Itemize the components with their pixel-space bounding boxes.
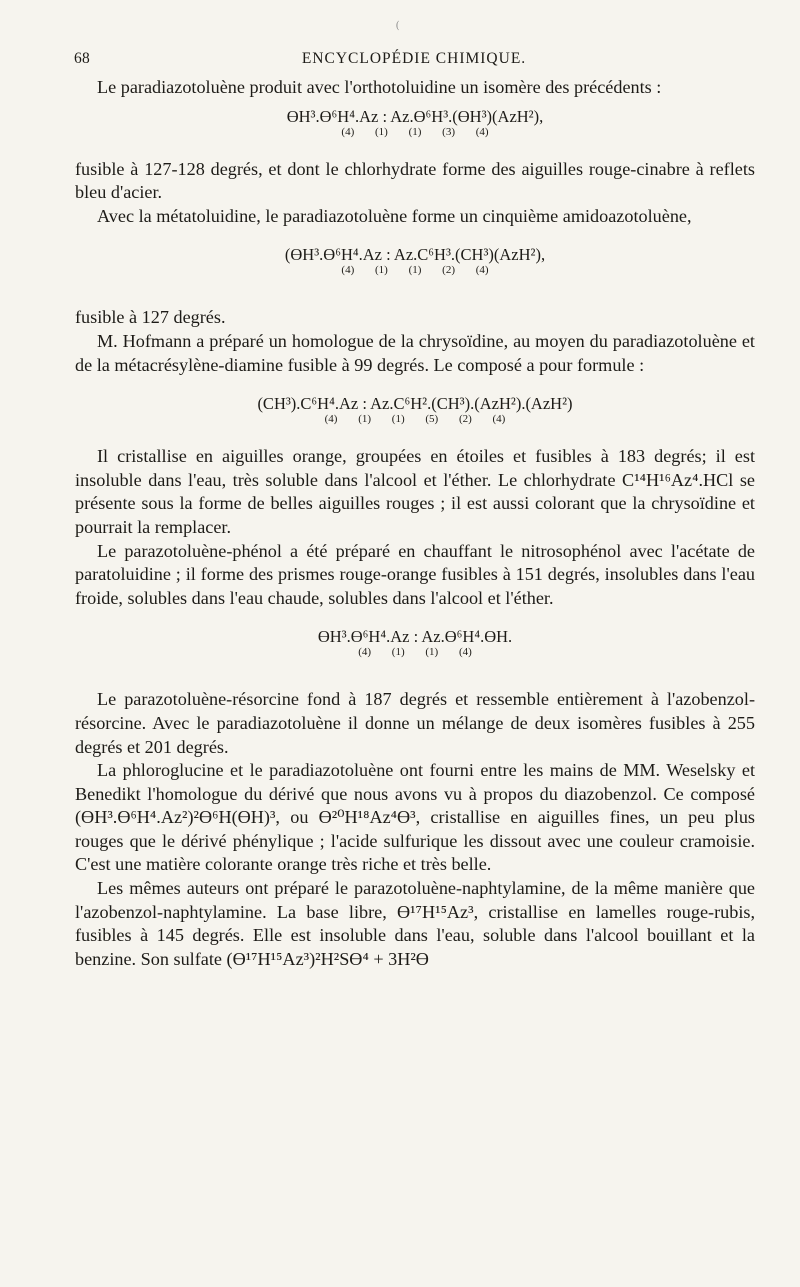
paragraph-6: Il cristallise en aiguilles orange, groupées en étoiles et fusibles à 183 degrés; il est insoluble dans l'eau, très soluble dans l'alcool et l'éther. Le chlorhydrate C¹⁴H¹⁶Az⁴.HCl se présente sous la forme de belles aiguilles rouges ; il est aussi colorant que la chrysoïdine et pourrait la remplacer. bbox=[75, 446, 755, 537]
formula-3-positions: (4) (1) (1) (5) (2) (4) bbox=[324, 413, 506, 426]
formula-1-expression: ƟH³.Ɵ⁶H⁴.Az : Az.Ɵ⁶H³.(ƟH³)(AzH²), bbox=[286, 106, 544, 126]
formula-2-expression: (ƟH³.Ɵ⁶H⁴.Az : Az.C⁶H³.(CH³)(AzH²), bbox=[284, 245, 546, 265]
paragraph-8: Le parazotoluène-résorcine fond à 187 degrés et ressemble entièrement à l'azobenzol-résorcine. Avec le paradiazotoluène il donne un mélange de deux isomères fusibles à 255 degrés et 201 degrés. bbox=[75, 689, 755, 757]
page-body bbox=[75, 76, 755, 971]
paragraph-3: Avec la métatoluidine, le paradiazotoluène forme un cinquième amidoazotoluène, bbox=[97, 205, 692, 226]
paragraph-1: Le paradiazotoluène produit avec l'orthotoluidine un isomère des précédents : bbox=[97, 77, 662, 97]
formula-3 bbox=[75, 395, 755, 427]
formula-3-expression: (CH³).C⁶H⁴.Az : Az.C⁶H².(CH³).(AzH²).(AzH²) bbox=[257, 394, 573, 414]
formula-2 bbox=[75, 246, 755, 278]
formula-4-positions: (4) (1) (1) (4) bbox=[358, 646, 472, 659]
paragraph-5: M. Hofmann a préparé un homologue de la chrysoïdine, au moyen du paradiazotoluène et de la métacrésylène-diamine fusible à 99 degrés. Le composé a pour formule : bbox=[75, 330, 755, 375]
paragraph-9: La phloroglucine et le paradiazotoluène ont fourni entre les mains de MM. Weselsky et Benedikt l'homologue du dérivé que nous avons vu à propos du diazobenzol. Ce composé (ƟH³.Ɵ⁶H⁴.Az²)²Ɵ⁶H(ƟH)³, ou Ɵ²⁰H¹⁸Az⁴Ɵ³, cristallise en aiguilles fines, un peu plus rouges que le dérivé phénylique ; l'acide sulfurique les dissout avec une couleur cramoisie. C'est une matière colorante orange très riche et très belle. bbox=[75, 760, 755, 875]
paragraph-2: fusible à 127-128 degrés, et dont le chlorhydrate forme des aiguilles rouge-cinabre à reflets bleu d'acier. bbox=[75, 158, 755, 203]
formula-2-positions: (4) (1) (1) (2) (4) bbox=[341, 264, 489, 277]
page-header bbox=[74, 50, 754, 74]
formula-1 bbox=[75, 108, 755, 140]
formula-4 bbox=[75, 628, 755, 660]
formula-1-positions: (4) (1) (1) (3) (4) bbox=[341, 125, 489, 138]
paragraph-10: Les mêmes auteurs ont préparé le parazotoluène-naphtylamine, de la même manière que l'azobenzol-naphtylamine. La base libre, Ɵ¹⁷H¹⁵Az³, cristallise en lamelles rouge-rubis, fusibles à 145 degrés. Elle est insoluble dans l'eau, soluble dans l'alcool bouillant et la benzine. Son sulfate (Ɵ¹⁷H¹⁵Az³)²H²SƟ⁴ + 3H²Ɵ bbox=[75, 878, 755, 969]
running-title: ENCYCLOPÉDIE CHIMIQUE. bbox=[301, 50, 527, 67]
page-number: 68 bbox=[74, 50, 91, 67]
formula-4-expression: ƟH³.Ɵ⁶H⁴.Az : Az.Ɵ⁶H⁴.ƟH. bbox=[317, 627, 513, 647]
paragraph-4: fusible à 127 degrés. bbox=[75, 307, 226, 328]
paragraph-7: Le parazotoluène-phénol a été préparé en chauffant le nitrosophénol avec l'acétate de paratoluidine ; il forme des prismes rouge-orange fusibles à 151 degrés, insolubles dans l'eau froide, solubles dans l'eau chaude, solubles dans l'alcool et l'éther. bbox=[75, 540, 755, 608]
ink-mark: ( bbox=[396, 20, 400, 31]
